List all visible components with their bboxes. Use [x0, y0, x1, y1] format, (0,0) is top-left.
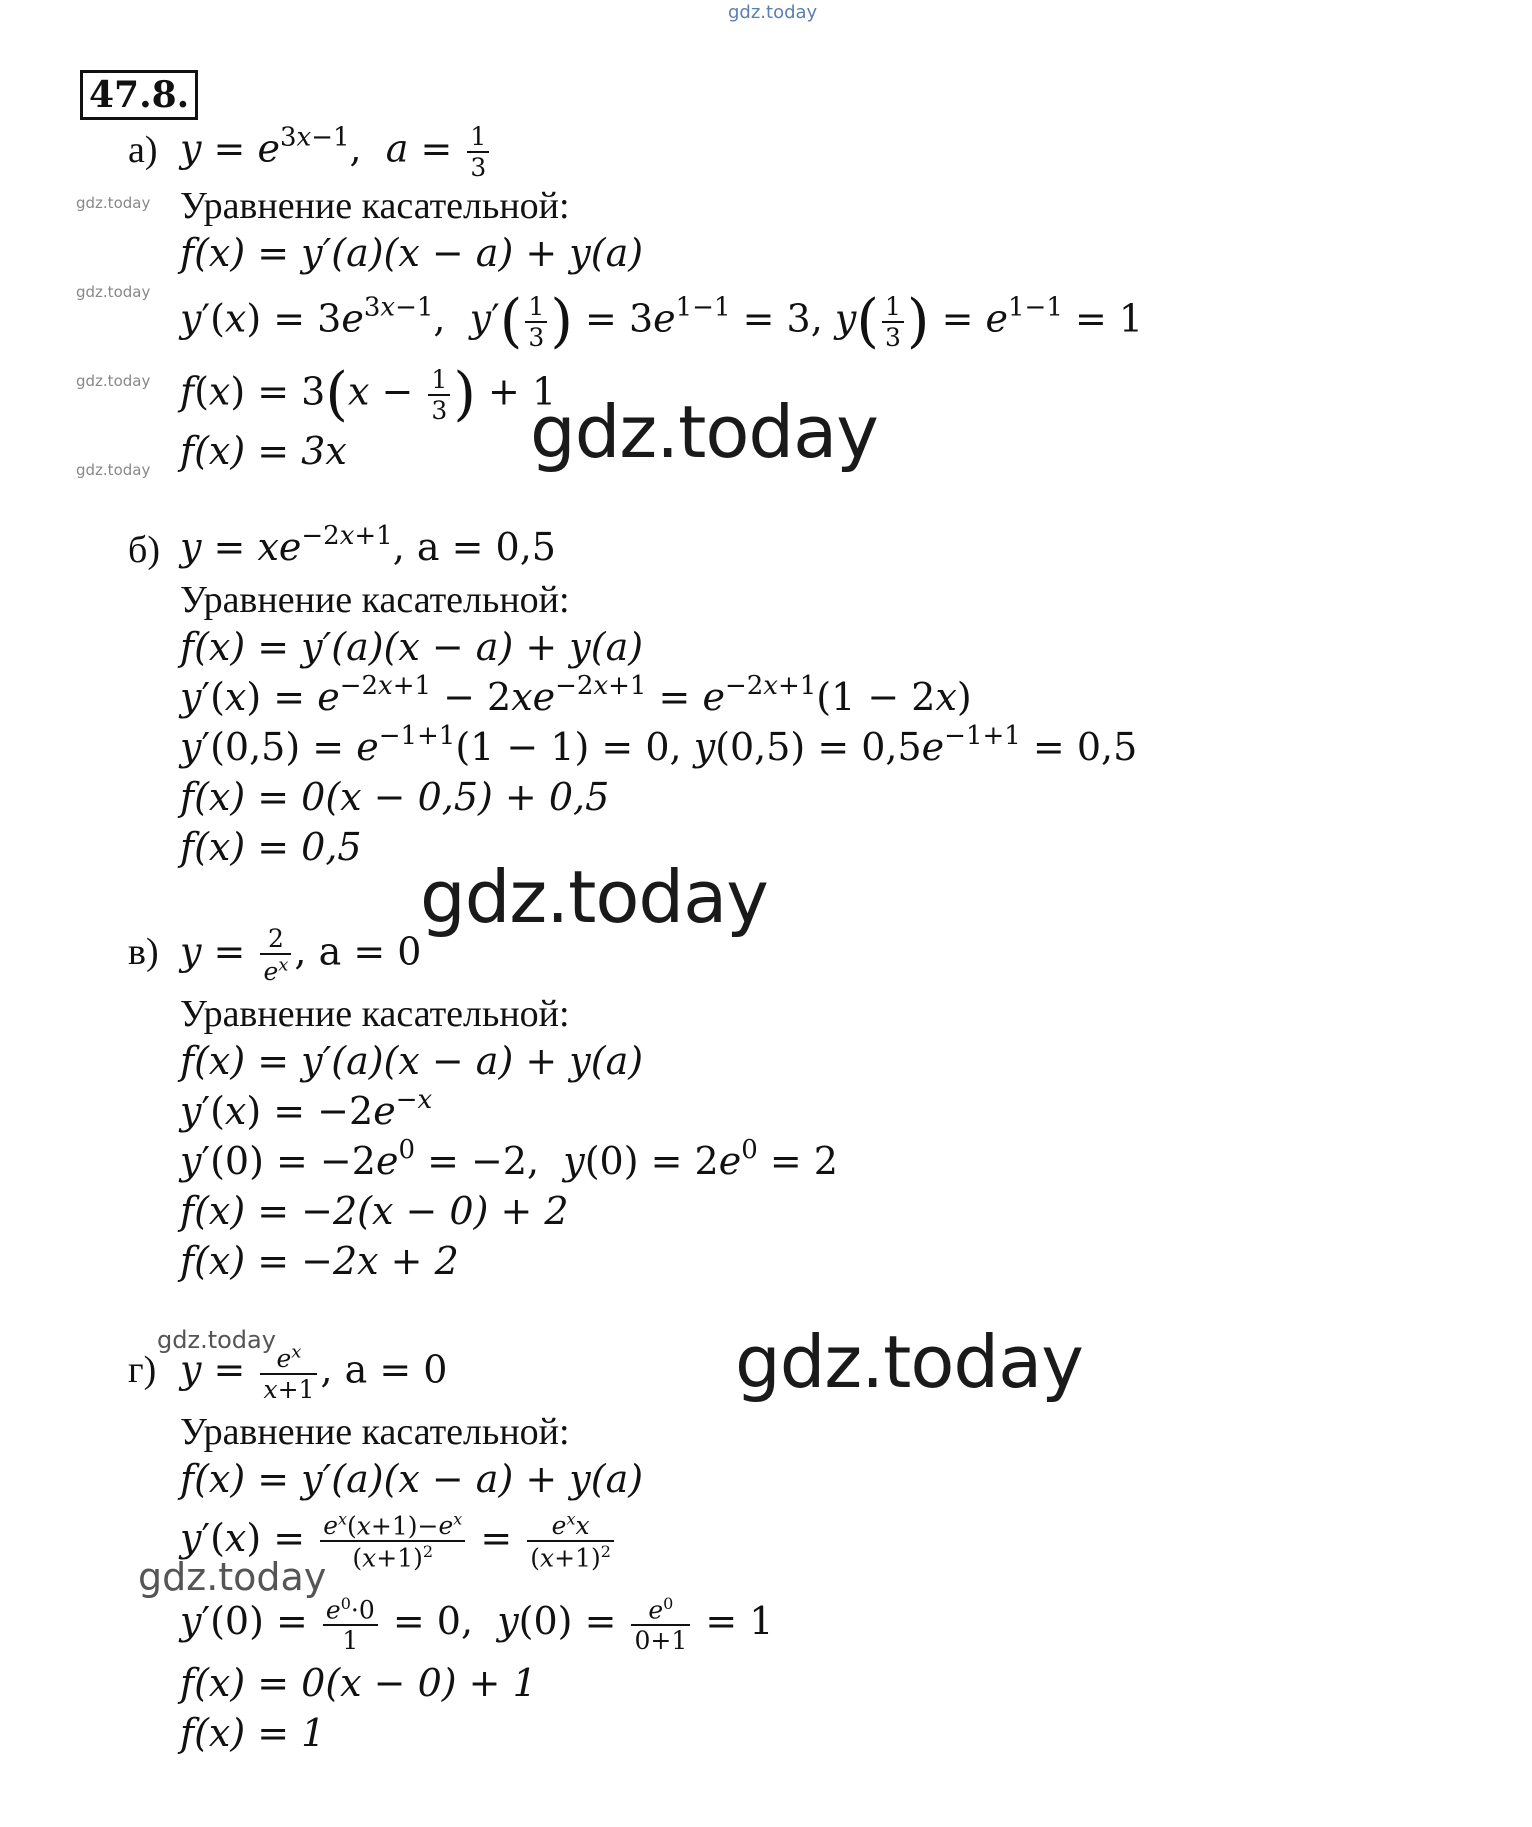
part-d-line5: f(x) = 0(x − 0) + 1: [180, 1661, 537, 1705]
part-d-formula: f(x) = y′(a)(x − a) + y(a): [180, 1457, 644, 1501]
part-b-line6: f(x) = 0,5: [180, 825, 362, 869]
part-d-line3: y′(x) = $\frac{e^x(x+1)-e^x}{(x+1)^2}$ = $\frac{e^xx}{(x+1)^2}$: [180, 1512, 617, 1571]
watermark-big-2: gdz.today: [420, 855, 768, 939]
part-a-line5: f(x) = 3x: [180, 429, 347, 473]
part-a-given: $y = e^{3x-1}$, a = $\frac{1}{3}$: [180, 124, 492, 180]
part-d-given-tail: , a = 0: [320, 1347, 448, 1392]
watermark-top: gdz.today: [728, 2, 818, 23]
part-b-heading: Уравнение касательной:: [180, 579, 570, 621]
part-b-given-tail: , a = 0,5: [392, 525, 556, 569]
part-b-formula: f(x) = y′(a)(x − a) + y(a): [180, 625, 644, 669]
part-d-line6: f(x) = 1: [180, 1711, 326, 1755]
watermark-side-4: gdz.today: [76, 461, 151, 479]
part-b-line4: $y'(0,5) = e^{-1+1}(1 - 1) = 0$, $y(0,5) = 0,5e^{-1+1} = 0,5$: [180, 721, 1138, 769]
part-a-formula: f(x) = y′(a)(x − a) + y(a): [180, 231, 644, 275]
watermark-big-1: gdz.today: [530, 390, 878, 474]
part-a-line3: $y'(x) = 3e^{3x-1}$, y′( $\frac{1}{3}$ ) = $3e^{1-1} = 3$, y( $\frac{1}{3}$ ) = $e^{1-1} = 1$: [180, 286, 1144, 355]
watermark-side-2: gdz.today: [76, 283, 151, 301]
watermark-side-3: gdz.today: [76, 372, 151, 390]
part-b-line3: $y'(x) = e^{-2x+1} - 2xe^{-2x+1} = e^{-2x+1}(1 - 2x)$: [180, 671, 972, 719]
problem-number: 47.8.: [80, 70, 198, 120]
part-d-label: г): [128, 1349, 157, 1391]
part-d-line4: y′(0) = $\frac{e^0\cdot 0}{1}$ = 0, y(0) = $\frac{e^0}{0+1}$ = 1: [180, 1594, 774, 1656]
part-c-given-tail: , a = 0: [294, 929, 422, 974]
watermark-big-3: gdz.today: [735, 1320, 1083, 1404]
part-c-heading: Уравнение касательной:: [180, 993, 570, 1035]
watermark-mid-1: gdz.today: [157, 1326, 276, 1354]
part-c-line3: $y'(x) = -2e^{-x}$: [180, 1085, 433, 1133]
part-c-label: в): [128, 931, 159, 973]
part-a-label: а): [128, 129, 158, 171]
part-a-line4: f(x) = 3(x − $\frac{1}{3}$ ) + 1: [180, 359, 557, 428]
watermark-side-1: gdz.today: [76, 194, 151, 212]
part-d-given: y = $\frac{e^x}{x+1}$ , a = 0: [180, 1342, 448, 1405]
part-b-label: б): [128, 529, 160, 571]
watermark-mid-2: gdz.today: [138, 1555, 327, 1599]
part-d-heading: Уравнение касательной:: [180, 1411, 570, 1453]
part-b-given: $y = xe^{-2x+1}$, a = 0,5: [180, 521, 556, 569]
part-c-line6: f(x) = −2x + 2: [180, 1239, 459, 1283]
part-c-formula: f(x) = y′(a)(x − a) + y(a): [180, 1039, 644, 1083]
part-c-line4: $y'(0) = -2e^0 = -2$, $y(0) = 2e^0 = 2$: [180, 1135, 838, 1183]
part-a-heading: Уравнение касательной:: [180, 185, 570, 227]
part-c-line5: f(x) = −2(x − 0) + 2: [180, 1189, 569, 1233]
part-c-given: y = $\frac{2}{e^x}$ , a = 0: [180, 924, 422, 987]
part-b-line5: f(x) = 0(x − 0,5) + 0,5: [180, 775, 610, 819]
